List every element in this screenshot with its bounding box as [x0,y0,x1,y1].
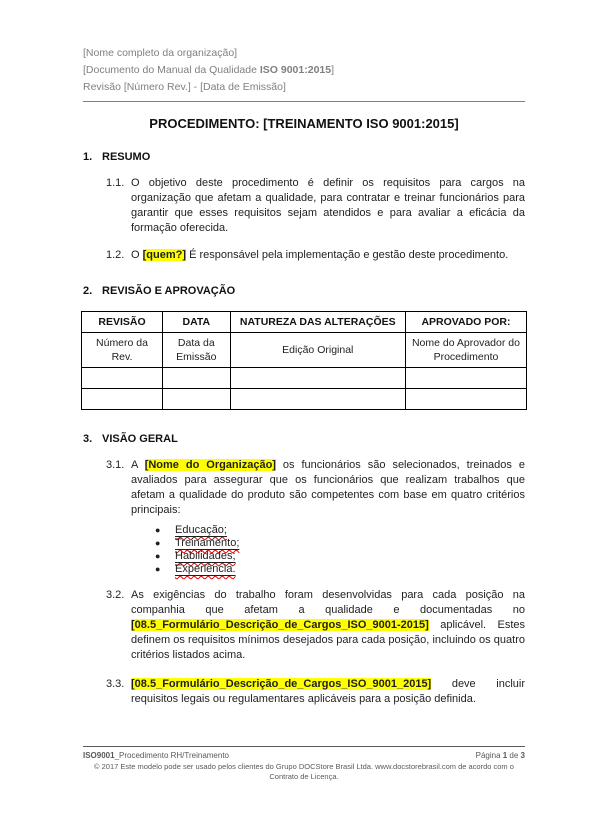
paragraph-1-2 [83,248,525,263]
document-header [83,45,525,96]
spellcheck-underline [175,537,239,550]
table-header-row [82,312,527,333]
footer-info-row [83,750,525,761]
list-item-label: Educação; [175,524,227,536]
table-header-data: DATA [162,312,230,333]
table-header-natureza: NATUREZA DAS ALTERAÇÕES [230,312,405,333]
list-item [155,563,525,576]
text-run: deve incluir requisitos legais ou regulamentares aplicáveis para a posição definida. [131,678,525,705]
criteria-bullet-list [155,524,525,576]
text-run: aplicável. Estes definem os requisitos mínimos desejados para cada posição, incluindo os quatro critérios listados acima. [131,619,525,661]
table-cell [230,389,405,410]
spellcheck-underline [175,524,227,537]
paragraph-number: 1.1. [106,177,125,189]
highlight-form-reference: de_Cargos_ISO_9001-2015] [284,619,429,631]
paragraph-number: 1.2. [106,249,125,261]
page-total: 3 [520,751,525,760]
table-cell [82,389,163,410]
table-row [82,333,527,368]
list-item-label: Experiência. [175,563,236,575]
paragraph-number: 3.1. [106,459,125,471]
text-run: A [131,459,145,471]
highlight-form-reference: [08.5_Formulário_Descrição_ [131,619,285,631]
section-label: REVISÃO E APROVAÇÃO [102,285,236,297]
doc-info-standard: ISO 9001:2015 [259,64,332,76]
spellcheck-underline [175,563,236,576]
table-cell [162,389,230,410]
page-current: 1 [502,751,508,760]
paragraph-3-2 [83,588,525,663]
document-title: PROCEDIMENTO: [TREINAMENTO ISO 9001:2015] [149,116,459,131]
bullet-icon: ● [155,564,161,574]
header-divider [83,101,525,102]
section-heading-visao-geral [83,433,525,445]
table-cell [230,368,405,389]
text-run: As exigências do trabalho foram desenvolvidas para cada posição na companhia que afetam a qualidade e documentadas no [131,589,525,616]
doc-info-line [83,62,525,79]
table-cell [405,389,526,410]
text-run: É responsável pela implementação e gestão deste procedimento. [186,249,509,261]
paragraph-3-1 [83,458,525,518]
footer-doc-id [83,750,229,761]
spellcheck-underline [175,550,236,563]
table-row [82,389,527,410]
text-run: O [131,249,143,261]
table-cell: Nome do Aprovador do Procedimento [405,333,526,368]
highlight-form-reference: [08.5_Formulário_Descrição_de_Cargos_ISO_9001_2015] [131,678,432,690]
doc-info-prefix: [Documento do Manual da Qualidade [83,64,260,76]
list-item [155,550,525,563]
list-item [155,524,525,537]
table-cell [405,368,526,389]
table-header-aprovado: APROVADO POR: [405,312,526,333]
document-content [83,45,525,707]
table-row [82,368,527,389]
footer-page-number [476,750,525,761]
footer-doc-code: ISO9001 [83,751,115,760]
page-footer [83,746,525,782]
paragraph-1-1 [83,176,525,236]
paragraph-text [131,588,525,663]
highlight-placeholder-quem: [quem?] [142,249,187,261]
footer-copyright: © 2017 Este modelo pode ser usado pelos clientes do Grupo DOCStore Brasil Ltda. www.docstorebrasil.com de acordo com o Contrato de Licença. [94,762,514,781]
table-cell [82,368,163,389]
paragraph-3-3 [83,677,525,707]
paragraph-number: 3.2. [106,589,125,601]
section-heading-resumo [83,151,525,163]
section-number: 2. [83,285,93,297]
list-item-label: Habilidades; [175,550,236,562]
paragraph-number: 3.3. [106,678,125,690]
list-item-label: Treinamento; [175,537,240,549]
section-label: RESUMO [102,151,151,163]
doc-info-suffix: ] [331,64,335,76]
table-cell [162,368,230,389]
org-name-line: [Nome completo da organização] [83,47,238,59]
section-number: 3. [83,433,93,445]
bullet-icon: ● [155,525,161,535]
text-run: de [507,751,521,760]
list-item [155,537,525,550]
section-heading-revisao-aprovacao [83,285,525,297]
section-label: VISÃO GERAL [102,433,178,445]
paragraph-text [131,248,525,263]
table-cell: Data da Emissão [162,333,230,368]
text-run: Página [475,751,503,760]
paragraph-text [131,677,525,707]
table-header-revisao: REVISÃO [82,312,163,333]
bullet-icon: ● [155,538,161,548]
revision-table [81,311,527,410]
revision-line: Revisão [Número Rev.] - [Data de Emissão] [83,81,286,93]
bullet-icon: ● [155,551,161,561]
paragraph-text [131,458,525,518]
section-number: 1. [83,151,93,163]
paragraph-text: O objetivo deste procedimento é definir os requisitos para cargos na organização que afetam a qualidade, para contratar e treinar funcionários para garantir que esses requisitos sejam atendidos e para avaliar a eficácia da formação oferecida. [131,177,525,234]
footer-doc-name: _Procedimento RH/Treinamento [114,751,229,760]
text-run: os funcionários são selecionados, treinados e avaliados para assegurar que os funcionários que realizam trabalhos que afetam a qualidade do produto são competentes com base em quatro critérios principais: [131,459,525,516]
highlight-placeholder-organizacao: [Nome do Organização] [144,459,276,471]
table-cell: Número da Rev. [82,333,163,368]
table-cell: Edição Original [230,333,405,368]
